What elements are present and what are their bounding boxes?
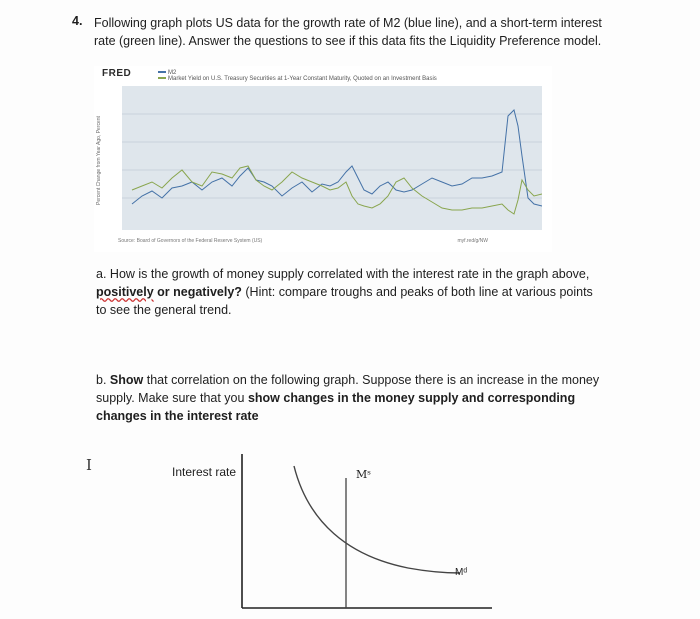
fred-logo: FRED [102, 68, 132, 79]
fred-y-axis-label: Percent Change from Year Ago, Percent [96, 116, 102, 206]
m2-line [132, 110, 542, 206]
fred-chart [94, 66, 552, 252]
money-demand-curve [294, 466, 460, 573]
part-b-text1: that correlation on the following graph. Suppose there is an increase in the money supply. Make sure that you [96, 373, 600, 405]
part-b-label: b. [96, 373, 107, 387]
fred-plot-area [122, 86, 542, 230]
md-label: Mᵈ [455, 567, 468, 578]
part-a-positively: positively [96, 285, 154, 299]
part-b [96, 371, 616, 425]
legend-m2: M2 [158, 70, 437, 76]
fred-lines [122, 86, 542, 230]
graph-y-label: Interest rate [172, 465, 237, 479]
fred-source: Source: Board of Governors of the Federal Reserve System (US) [118, 238, 263, 244]
ms-label: Mˢ [356, 468, 371, 481]
part-b-show-changes: show changes in the money supply and corresponding changes in the interest rate [96, 391, 576, 423]
part-a-hint: (Hint: compare troughs and peaks of both line at various points to see the general trend. [96, 285, 593, 317]
legend-rate: Market Yield on U.S. Treasury Securities at 1-Year Constant Maturity, Quoted on an Investment Basis [158, 76, 437, 82]
rate-line [132, 166, 542, 214]
part-b-show: Show [109, 373, 144, 387]
question-number: 4. [72, 14, 83, 28]
part-a [96, 265, 606, 319]
part-a-label: a. [96, 267, 107, 281]
question-text: Following graph plots US data for the growth rate of M2 (blue line), and a short-term interest rate (green line). Answer the questions to see if this data fits the Liquidity Preference model. [94, 16, 602, 48]
part-a-or-negatively: or negatively? [157, 285, 242, 299]
fred-credit: myf.red/g/NW [457, 238, 488, 244]
fred-legend [158, 70, 437, 82]
part-a-line1: How is the growth of money supply correlated with the interest rate in the graph above, [109, 267, 590, 281]
text-cursor-icon: I [86, 456, 92, 474]
